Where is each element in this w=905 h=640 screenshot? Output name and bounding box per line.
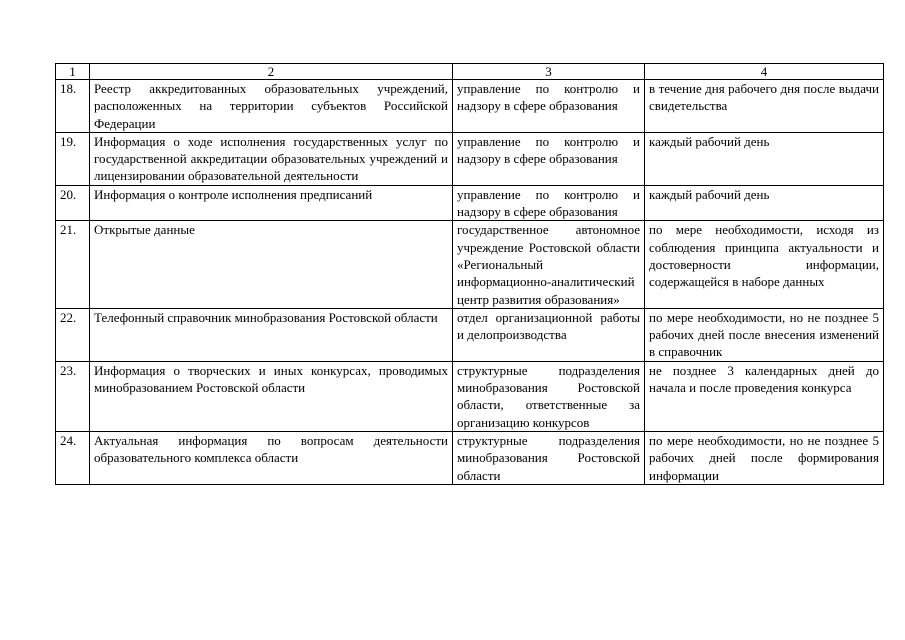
table-row bbox=[56, 80, 884, 133]
table-row bbox=[56, 361, 884, 431]
information-name-cell: Информация о контроле исполнения предписаний bbox=[90, 185, 453, 221]
information-name-cell: Телефонный справочник минобразования Ростовской области bbox=[90, 308, 453, 361]
table-row bbox=[56, 221, 884, 308]
update-period-cell: не позднее 3 календарных дней до начала и после проведения конкурса bbox=[645, 361, 884, 431]
update-period-cell: каждый рабочий день bbox=[645, 185, 884, 221]
table-row bbox=[56, 132, 884, 185]
information-name-cell: Информация о творческих и иных конкурсах, проводимых минобразованием Ростовской области bbox=[90, 361, 453, 431]
row-number-cell: 24. bbox=[56, 431, 90, 484]
column-number-4: 4 bbox=[645, 64, 884, 80]
row-number-cell: 23. bbox=[56, 361, 90, 431]
table-row bbox=[56, 185, 884, 221]
responsible-unit-cell: управление по контролю и надзору в сфере образования bbox=[453, 80, 645, 133]
row-number-cell: 20. bbox=[56, 185, 90, 221]
information-name-cell: Актуальная информация по вопросам деятельности образовательного комплекса области bbox=[90, 431, 453, 484]
row-number-cell: 19. bbox=[56, 132, 90, 185]
row-number-cell: 22. bbox=[56, 308, 90, 361]
responsible-unit-cell: структурные подразделения минобразования Ростовской области, ответственные за организацию конкурсов bbox=[453, 361, 645, 431]
table-row bbox=[56, 431, 884, 484]
update-period-cell: каждый рабочий день bbox=[645, 132, 884, 185]
responsible-unit-cell: структурные подразделения минобразования Ростовской области bbox=[453, 431, 645, 484]
information-name-cell: Реестр аккредитованных образовательных учреждений, расположенных на территории субъектов Российской Федерации bbox=[90, 80, 453, 133]
row-number-cell: 21. bbox=[56, 221, 90, 308]
column-number-2: 2 bbox=[90, 64, 453, 80]
information-table bbox=[55, 63, 884, 485]
information-name-cell: Открытые данные bbox=[90, 221, 453, 308]
information-name-cell: Информация о ходе исполнения государственных услуг по государственной аккредитации образовательных учреждений и лицензировании образовательной деятельности bbox=[90, 132, 453, 185]
column-number-1: 1 bbox=[56, 64, 90, 80]
responsible-unit-cell: управление по контролю и надзору в сфере образования bbox=[453, 132, 645, 185]
update-period-cell: по мере необходимости, но не позднее 5 рабочих дней после внесения изменений в справочник bbox=[645, 308, 884, 361]
responsible-unit-cell: управление по контролю и надзору в сфере образования bbox=[453, 185, 645, 221]
responsible-unit-cell: государственное автономное учреждение Ростовской области «Региональный информационно-аналитический центр развития образования» bbox=[453, 221, 645, 308]
table-row bbox=[56, 308, 884, 361]
update-period-cell: по мере необходимости, исходя из соблюдения принципа актуальности и достоверности информации, содержащейся в наборе данных bbox=[645, 221, 884, 308]
table-body bbox=[56, 64, 884, 485]
update-period-cell: в течение дня рабочего дня после выдачи свидетельства bbox=[645, 80, 884, 133]
row-number-cell: 18. bbox=[56, 80, 90, 133]
column-number-3: 3 bbox=[453, 64, 645, 80]
update-period-cell: по мере необходимости, но не позднее 5 рабочих дней после формирования информации bbox=[645, 431, 884, 484]
column-number-row bbox=[56, 64, 884, 80]
responsible-unit-cell: отдел организационной работы и делопроизводства bbox=[453, 308, 645, 361]
